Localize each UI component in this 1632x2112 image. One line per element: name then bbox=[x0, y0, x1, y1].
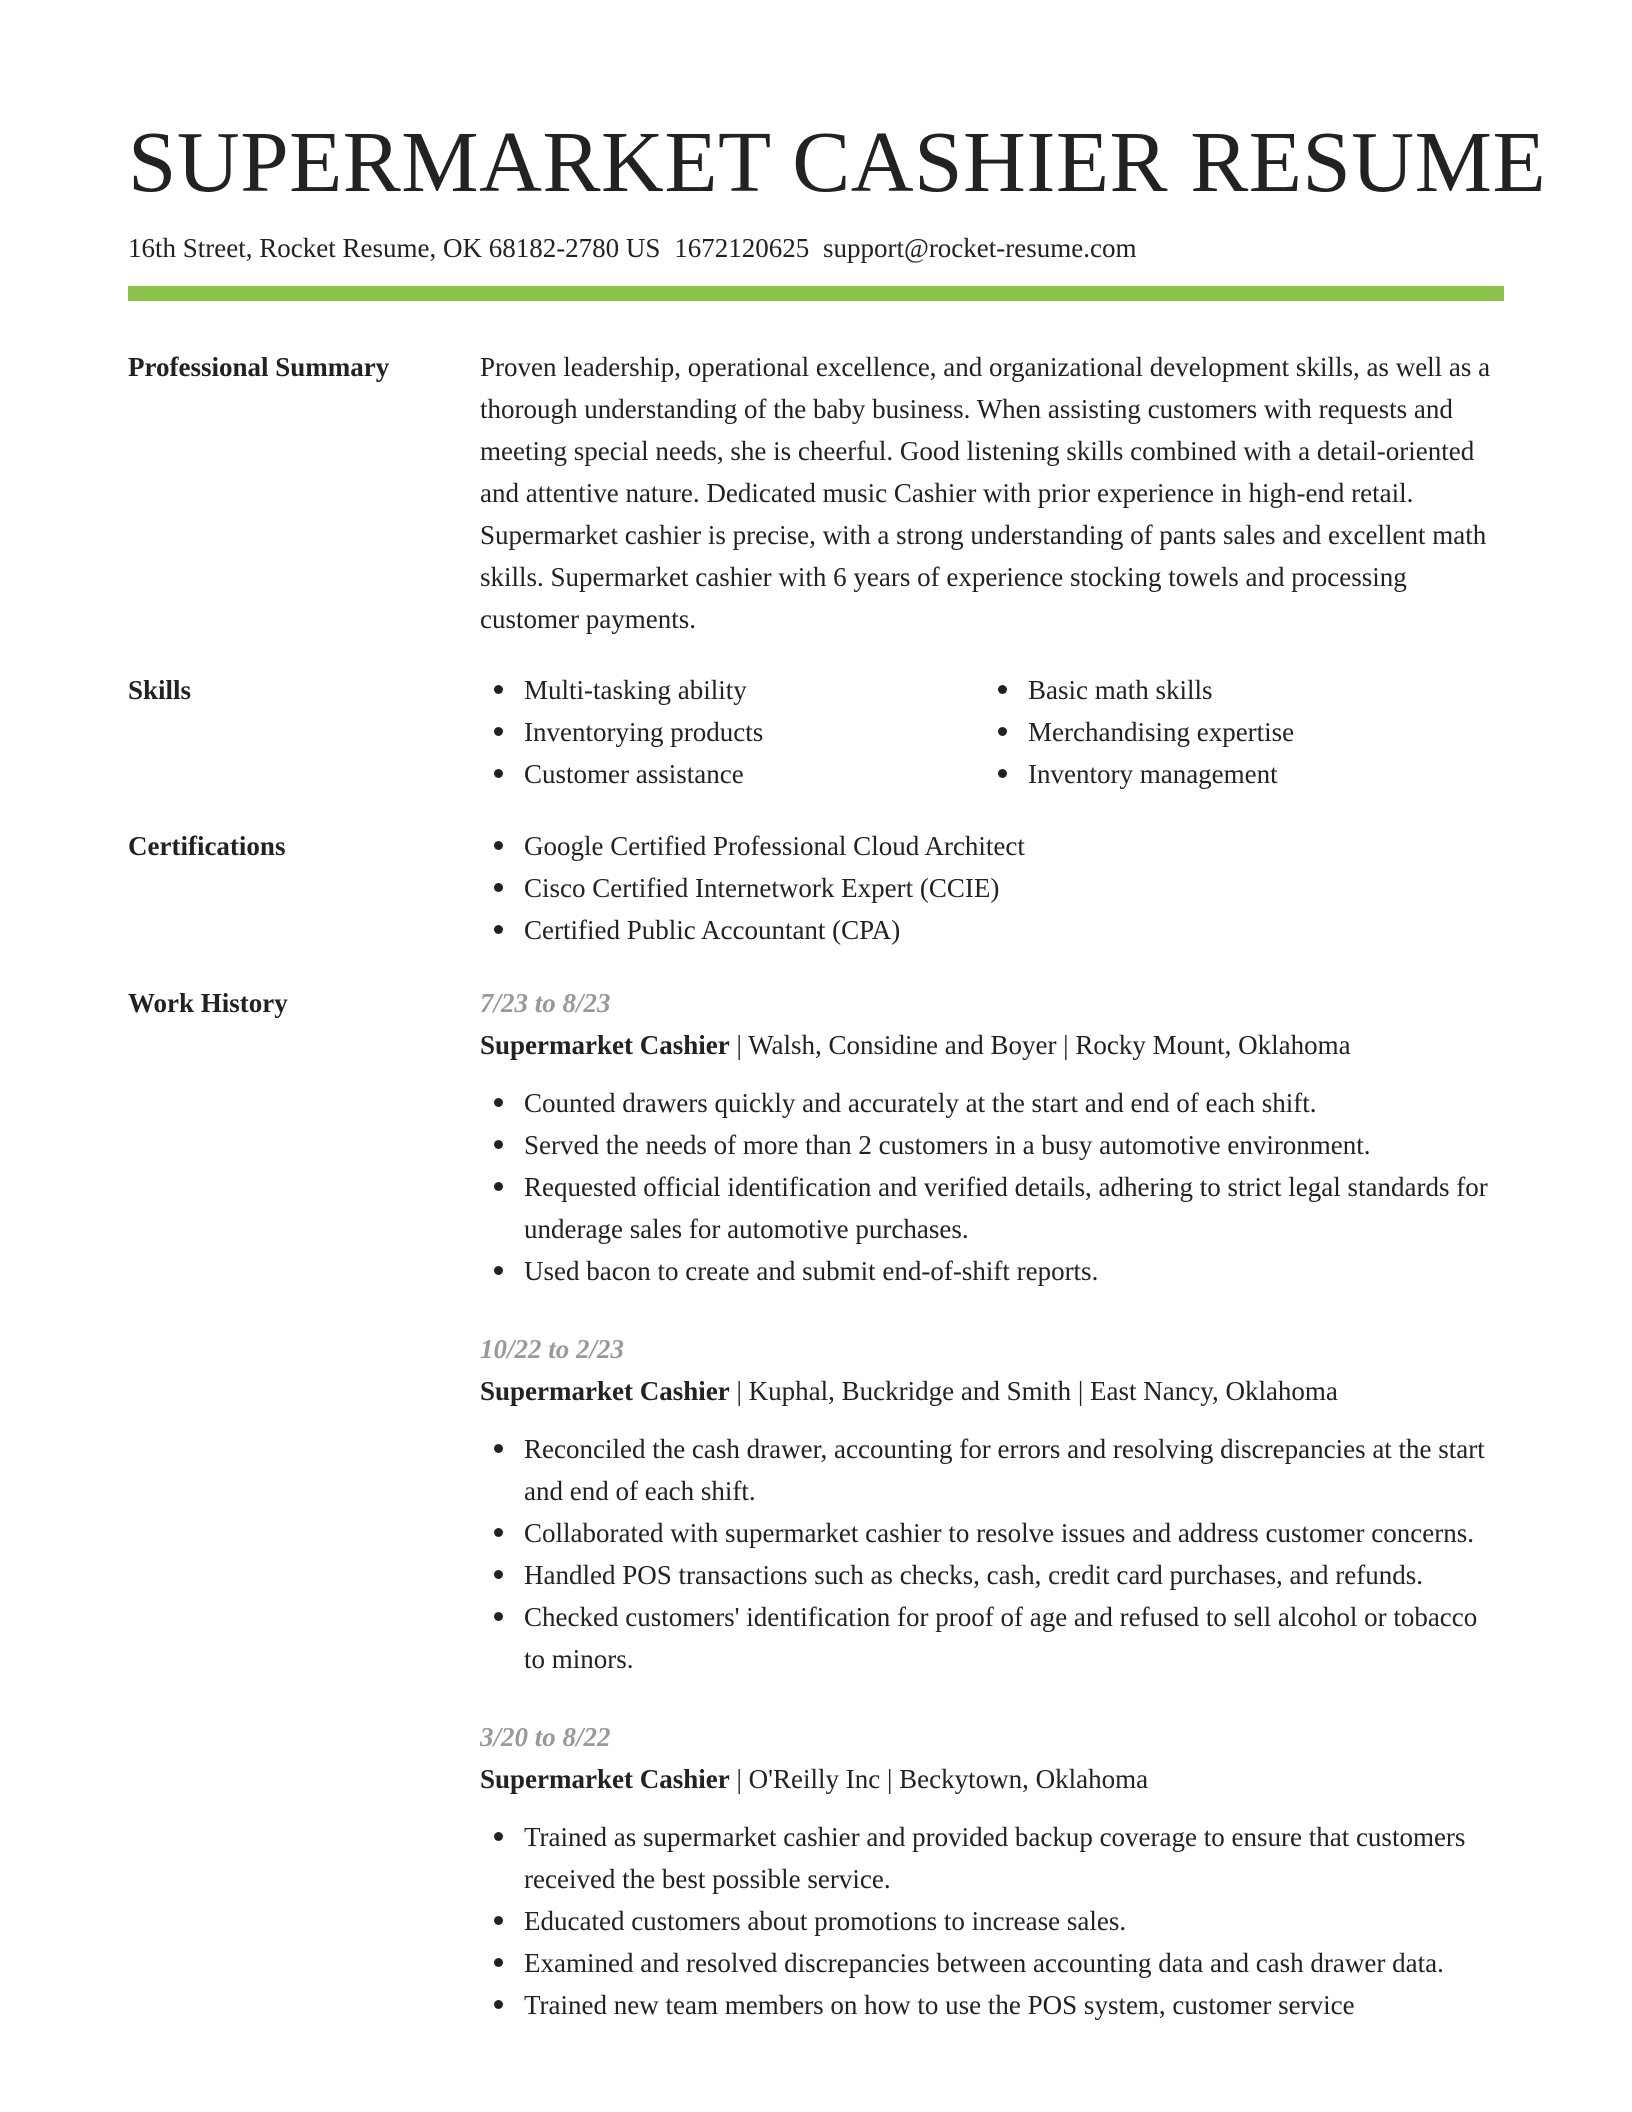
job-title: Supermarket Cashier bbox=[480, 1376, 730, 1406]
job-date: 3/20 to 8/22 bbox=[480, 1722, 611, 1752]
contact-address: 16th Street, Rocket Resume, OK 68182-2780 US bbox=[128, 233, 661, 263]
bullet-icon bbox=[494, 1182, 503, 1191]
bullet-icon bbox=[494, 727, 503, 736]
job-header bbox=[480, 1758, 1504, 1800]
job-details: | Kuphal, Buckridge and Smith | East Nancy, Oklahoma bbox=[736, 1376, 1338, 1406]
skills-body bbox=[480, 669, 1504, 795]
bullet-icon bbox=[494, 841, 503, 850]
certifications-body bbox=[480, 825, 1504, 951]
certification-item: Google Certified Professional Cloud Architect bbox=[480, 825, 1504, 867]
bullet-icon bbox=[494, 769, 503, 778]
bullet-icon bbox=[494, 1140, 503, 1149]
bullet-icon bbox=[494, 883, 503, 892]
header-divider bbox=[128, 286, 1504, 301]
bullet-icon bbox=[494, 1612, 503, 1621]
bullet-icon bbox=[494, 1958, 503, 1967]
work-history-heading: Work History bbox=[128, 988, 288, 1018]
job-bullet: Served the needs of more than 2 customers in a busy automotive environment. bbox=[480, 1124, 1504, 1166]
certifications-heading: Certifications bbox=[128, 831, 286, 861]
bullet-icon bbox=[998, 769, 1007, 778]
job-bullet: Collaborated with supermarket cashier to resolve issues and address customer concerns. bbox=[480, 1512, 1504, 1554]
contact-email: support@rocket-resume.com bbox=[822, 233, 1137, 263]
job-bullet: Reconciled the cash drawer, accounting for errors and resolving discrepancies at the start and end of each shift. bbox=[480, 1428, 1504, 1512]
resume-title: SUPERMARKET CASHIER RESUME bbox=[128, 113, 1547, 210]
bullet-icon bbox=[494, 685, 503, 694]
job-bullet: Used bacon to create and submit end-of-shift reports. bbox=[480, 1250, 1504, 1292]
skill-item: Inventory management bbox=[984, 753, 1488, 795]
skill-item: Customer assistance bbox=[480, 753, 984, 795]
bullet-icon bbox=[494, 1528, 503, 1537]
job-entry bbox=[480, 1716, 1504, 2026]
job-bullet: Handled POS transactions such as checks, cash, credit card purchases, and refunds. bbox=[480, 1554, 1504, 1596]
skills-list-left bbox=[480, 669, 984, 795]
bullet-icon bbox=[494, 1266, 503, 1275]
bullet-icon bbox=[998, 727, 1007, 736]
skill-item: Multi-tasking ability bbox=[480, 669, 984, 711]
job-entry bbox=[480, 982, 1504, 1292]
job-header bbox=[480, 1024, 1504, 1066]
bullet-icon bbox=[494, 2000, 503, 2009]
work-history-body bbox=[480, 982, 1504, 2062]
bullet-icon bbox=[494, 1098, 503, 1107]
job-bullet: Trained new team members on how to use the POS system, customer service bbox=[480, 1984, 1504, 2026]
bullet-icon bbox=[494, 1444, 503, 1453]
bullet-icon bbox=[494, 1916, 503, 1925]
job-title: Supermarket Cashier bbox=[480, 1030, 730, 1060]
job-bullets bbox=[480, 1082, 1504, 1292]
job-title: Supermarket Cashier bbox=[480, 1764, 730, 1794]
job-bullets bbox=[480, 1816, 1504, 2026]
summary-body bbox=[480, 346, 1504, 640]
job-bullet: Examined and resolved discrepancies between accounting data and cash drawer data. bbox=[480, 1942, 1504, 1984]
bullet-icon bbox=[494, 1832, 503, 1841]
job-bullet: Requested official identification and verified details, adhering to strict legal standards for underage sales for automotive purchases. bbox=[480, 1166, 1504, 1250]
job-date: 7/23 to 8/23 bbox=[480, 988, 611, 1018]
job-details: | Walsh, Considine and Boyer | Rocky Mount, Oklahoma bbox=[736, 1030, 1351, 1060]
certifications-list bbox=[480, 825, 1504, 951]
summary-text: Proven leadership, operational excellence, and organizational development skills, as well as a thorough understanding of the baby business. When assisting customers with requests and meeting special needs, she is cheerful. Good listening skills combined with a detail-oriented and attentive nature. Dedicated music Cashier with prior experience in high-end retail. Supermarket cashier is precise, with a strong understanding of pants sales and excellent math skills. Supermarket cashier with 6 years of experience stocking towels and processing customer payments. bbox=[480, 352, 1491, 634]
job-bullet: Checked customers' identification for proof of age and refused to sell alcohol or tobacco to minors. bbox=[480, 1596, 1504, 1680]
skills-list-right bbox=[984, 669, 1488, 795]
skill-item: Basic math skills bbox=[984, 669, 1488, 711]
contact-phone: 1672120625 bbox=[674, 233, 810, 263]
job-entry bbox=[480, 1328, 1504, 1680]
contact-line bbox=[128, 232, 1136, 264]
job-header bbox=[480, 1370, 1504, 1412]
certification-item: Certified Public Accountant (CPA) bbox=[480, 909, 1504, 951]
job-details: | O'Reilly Inc | Beckytown, Oklahoma bbox=[736, 1764, 1149, 1794]
job-bullets bbox=[480, 1428, 1504, 1680]
bullet-icon bbox=[494, 1570, 503, 1579]
certification-item: Cisco Certified Internetwork Expert (CCIE) bbox=[480, 867, 1504, 909]
skill-item: Merchandising expertise bbox=[984, 711, 1488, 753]
job-bullet: Trained as supermarket cashier and provided backup coverage to ensure that customers received the best possible service. bbox=[480, 1816, 1504, 1900]
bullet-icon bbox=[494, 925, 503, 934]
job-bullet: Educated customers about promotions to increase sales. bbox=[480, 1900, 1504, 1942]
skill-item: Inventorying products bbox=[480, 711, 984, 753]
summary-heading: Professional Summary bbox=[128, 352, 390, 382]
job-date: 10/22 to 2/23 bbox=[480, 1334, 625, 1364]
skills-heading: Skills bbox=[128, 675, 192, 705]
bullet-icon bbox=[998, 685, 1007, 694]
job-bullet: Counted drawers quickly and accurately at the start and end of each shift. bbox=[480, 1082, 1504, 1124]
